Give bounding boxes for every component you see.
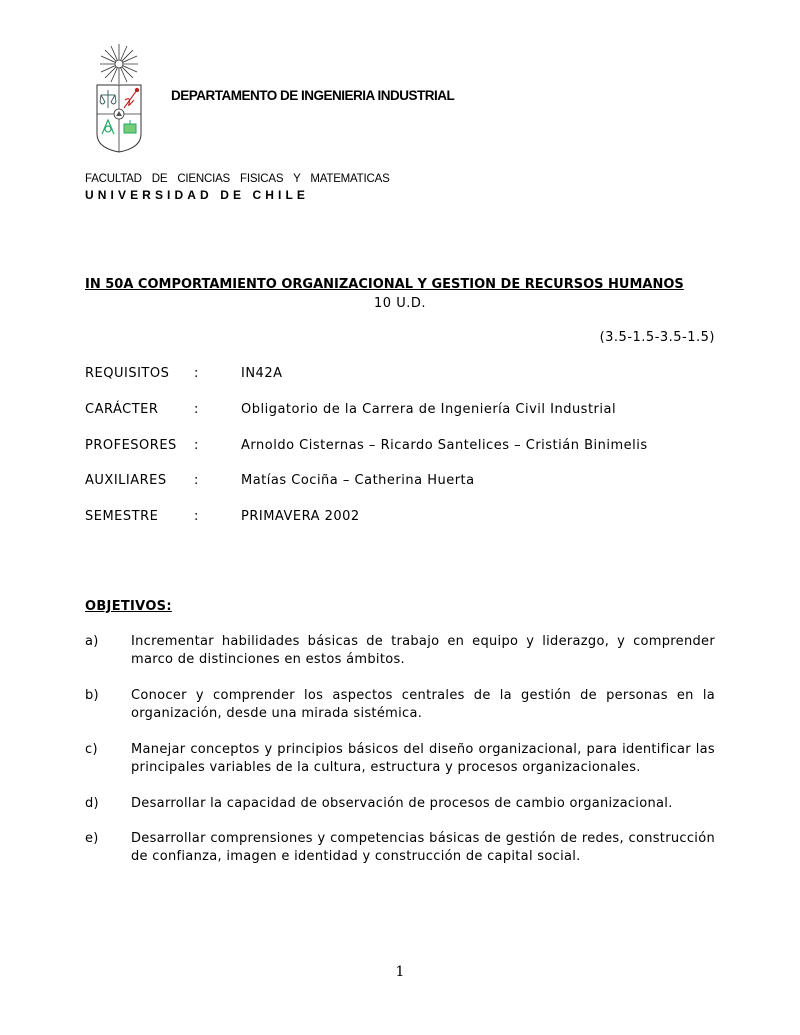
objective-item [85, 687, 715, 723]
objective-letter: d) [85, 796, 99, 811]
info-label: CARÁCTER [85, 402, 159, 417]
info-value: Obligatorio de la Carrera de Ingeniería Civil Industrial [241, 402, 617, 417]
objective-letter: e) [85, 831, 99, 846]
info-label: REQUISITOS [85, 366, 170, 381]
info-value: IN42A [241, 366, 283, 381]
info-colon: : [194, 402, 199, 417]
objective-letter: a) [85, 634, 99, 649]
info-row-auxiliares [85, 473, 725, 491]
objective-text: Desarrollar comprensiones y competencias básicas de gestión de redes, construcción de confianza, imagen e identidad y construcción de capital social. [131, 831, 715, 864]
info-colon: : [194, 473, 199, 488]
info-colon: : [194, 509, 199, 524]
objective-item [85, 795, 715, 813]
info-row-semestre [85, 509, 725, 527]
department-name: DEPARTAMENTO DE INGENIERIA INDUSTRIAL [171, 88, 455, 103]
course-credits: 10 U.D. [374, 296, 426, 311]
course-title: IN 50A COMPORTAMIENTO ORGANIZACIONAL Y GESTION DE RECURSOS HUMANOS [85, 277, 684, 292]
objective-text: Conocer y comprender los aspectos centrales de la gestión de personas en la organización, desde una mirada sistémica. [131, 688, 715, 721]
objective-letter: c) [85, 742, 98, 757]
objective-item [85, 633, 715, 669]
page-number: 1 [395, 964, 405, 980]
objective-text: Desarrollar la capacidad de observación de procesos de cambio organizacional. [131, 796, 673, 811]
info-value: Arnoldo Cisternas – Ricardo Santelices – Cristián Binimelis [241, 438, 648, 453]
course-hours: (3.5-1.5-3.5-1.5) [599, 330, 715, 345]
university-crest-logo [94, 42, 144, 154]
info-value: Matías Cociña – Catherina Huerta [241, 473, 475, 488]
info-row-profesores [85, 438, 725, 456]
objective-letter: b) [85, 688, 99, 703]
info-colon: : [194, 366, 199, 381]
objective-item [85, 830, 715, 866]
info-colon: : [194, 438, 199, 453]
university-name: UNIVERSIDAD DE CHILE [85, 188, 310, 202]
objectives-heading: OBJETIVOS: [85, 599, 172, 614]
info-row-caracter [85, 402, 725, 420]
faculty-name: FACULTAD DE CIENCIAS FISICAS Y MATEMATICAS [85, 173, 390, 185]
info-label: PROFESORES [85, 438, 177, 453]
info-label: AUXILIARES [85, 473, 167, 488]
info-value: PRIMAVERA 2002 [241, 509, 360, 524]
objective-text: Manejar conceptos y principios básicos del diseño organizacional, para identificar las principales variables de la cultura, estructura y procesos organizacionales. [131, 742, 715, 775]
info-label: SEMESTRE [85, 509, 159, 524]
info-row-requisitos [85, 366, 725, 384]
objective-item [85, 741, 715, 777]
objective-text: Incrementar habilidades básicas de trabajo en equipo y liderazgo, y comprender marco de distinciones en estos ámbitos. [131, 634, 715, 667]
